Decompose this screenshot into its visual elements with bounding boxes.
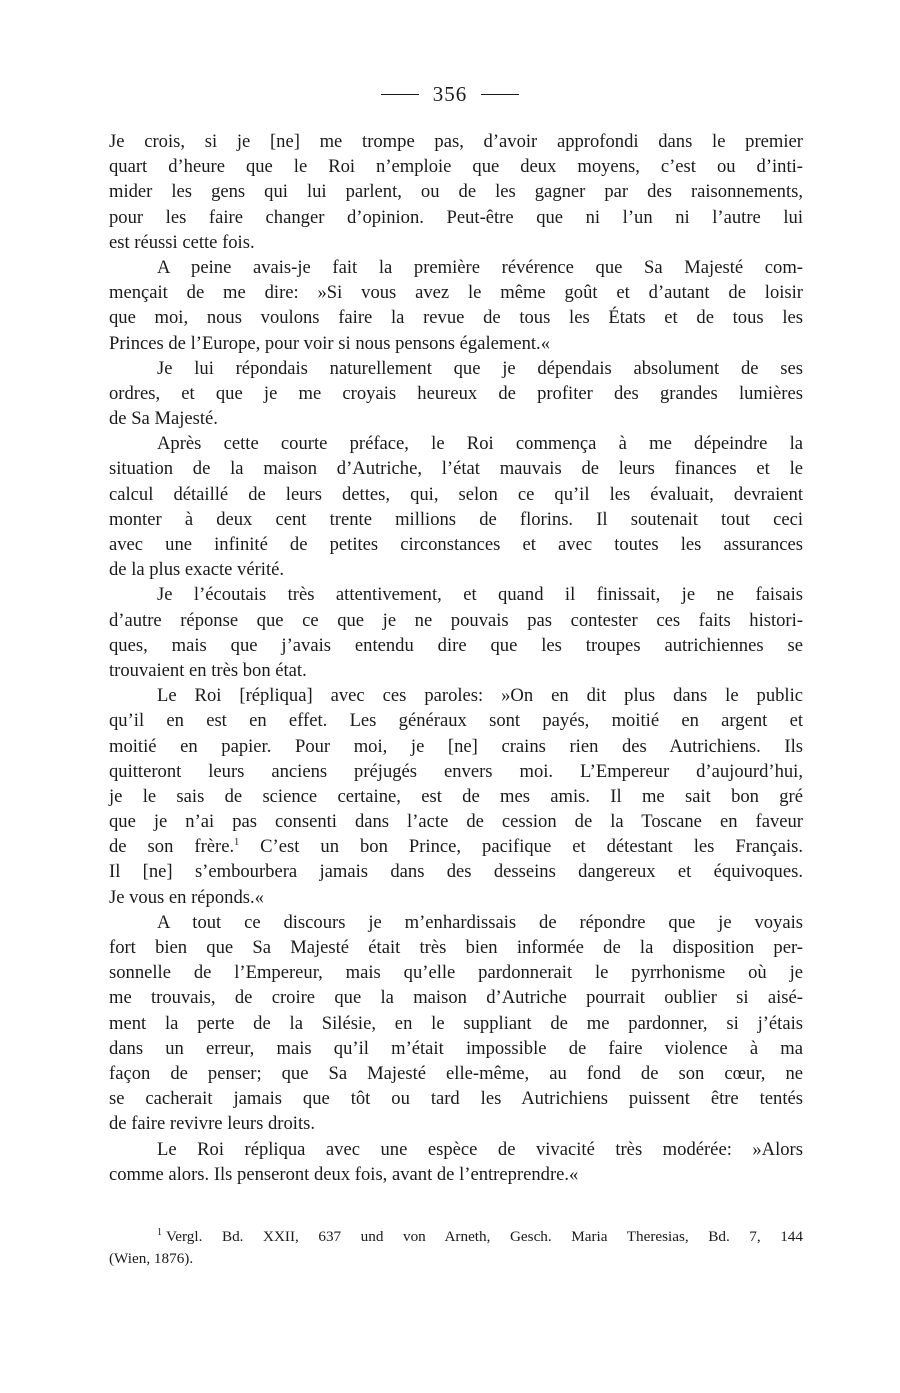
text-line: que moi, nous voulons faire la revue de tous les États et de tous les [109,307,803,329]
text-line: ordres, et que je me croyais heureux de profiter des grandes lumières [109,382,803,404]
text-line: A tout ce discours je m’enhardissais de répondre que je voyais [157,911,803,933]
text-line: dans un erreur, mais qu’il m’était impossible de faire violence à ma [109,1037,803,1059]
text-line: moitié en papier. Pour moi, je [ne] crains rien des Autrichiens. Ils [109,735,803,757]
footnote-text: Vergl. Bd. XXII, 637 und von Arneth, Gesch. Maria Theresias, Bd. 7, 144 [166,1228,803,1245]
text-line: façon de penser; que Sa Majesté elle-même, au fond de son cœur, ne [109,1062,803,1084]
text-line: de la plus exacte vérité. [109,559,285,581]
text-fragment: C’est un bon Prince, pacifique et détestant les Français. [260,836,804,858]
footnote [109,1226,803,1270]
text-line: fort bien que Sa Majesté était très bien informée de la disposition per- [109,937,803,958]
text-line: Il [ne] s’embourbera jamais dans des desseins dangereux et équivoques. [109,861,803,883]
text-line: Princes de l’Europe, pour voir si nous pensons également.« [109,332,550,354]
text-line: quart d’heure que le Roi n’emploie que deux moyens, c’est ou d’inti- [109,156,803,178]
text-line: avec une infinité de petites circonstances et avec toutes les assurances [109,534,803,555]
text-line: Je lui répondais naturellement que je dépendais absolument de ses [157,357,803,379]
text-line: mider les gens qui lui parlent, ou de les gagner par des raisonnements, [109,181,803,203]
text-line: je le sais de science certaine, est de mes amis. Il me sait bon gré [109,785,803,807]
footnote-line [109,1226,803,1248]
text-line: me trouvais, de croire que la maison d’Autriche pourrait oublier si aisé- [109,987,803,1009]
text-line: monter à deux cent trente millions de florins. Il soutenait tout ceci [109,508,803,530]
text-line: ment la perte de la Silésie, en le suppliant de me pardonner, si j’étais [109,1012,803,1034]
text-line: pour les faire changer d’opinion. Peut-être que ni l’un ni l’autre lui [109,206,803,228]
text-line: qu’il en est en effet. Les généraux sont payés, moitié en argent et [109,710,803,732]
text-line: se cacherait jamais que tôt ou tard les Autrichiens puissent être tentés [109,1088,803,1110]
text-line: ques, mais que j’avais entendu dire que les troupes autrichiennes se [109,634,803,656]
footnote-line: (Wien, 1876). [109,1250,194,1267]
text-line: trouvaient en très bon état. [109,659,307,681]
text-line: A peine avais-je fait la première révérence que Sa Majesté com- [157,256,803,278]
text-line: quitteront leurs anciens préjugés envers moi. L’Empereur d’aujourd’hui, [109,760,803,782]
text-line: d’autre réponse que ce que je ne pouvais pas contester ces faits histori- [109,609,803,631]
text-line: de faire revivre leurs droits. [109,1113,315,1135]
text-line: Je vous en réponds.« [109,886,264,908]
text-line: Après cette courte préface, le Roi commença à me dépeindre la [157,433,803,455]
text-line: sonnelle de l’Empereur, mais qu’elle pardonnerait le pyrrhonisme où je [109,962,803,984]
header-dash-left [381,94,419,95]
text-line: situation de la maison d’Autriche, l’état mauvais de leurs finances et le [109,458,803,480]
text-line: mençait de me dire: »Si vous avez le même goût et d’autant de loisir [109,282,803,304]
page-number: 356 [432,82,468,106]
text-line: Je crois, si je [ne] me trompe pas, d’avoir approfondi dans le premier [109,131,803,152]
header-dash-right [481,94,519,95]
page-header [0,82,900,107]
text-line: comme alors. Ils penseront deux fois, avant de l’entreprendre.« [109,1163,579,1185]
text-line: Le Roi [répliqua] avec ces paroles: »On en dit plus dans le public [157,685,803,707]
text-line: de Sa Majesté. [109,408,218,430]
main-text [109,129,803,1187]
text-line: calcul détaillé de leurs dettes, qui, selon ce qu’il les évaluait, devraient [109,483,803,505]
text-line: que je n’ai pas consenti dans l’acte de cession de la Toscane en faveur [109,811,803,833]
footnote-mark: 1 [157,1226,162,1238]
footnote-reference[interactable]: 1 [234,837,240,849]
text-line: Je l’écoutais très attentivement, et quand il finissait, je ne faisais [157,584,803,606]
text-line: Le Roi répliqua avec une espèce de vivacité très modérée: »Alors [157,1138,803,1160]
text-line-with-footnote [109,834,803,859]
text-fragment: de son frère. [109,836,235,858]
text-line: est réussi cette fois. [109,231,255,253]
